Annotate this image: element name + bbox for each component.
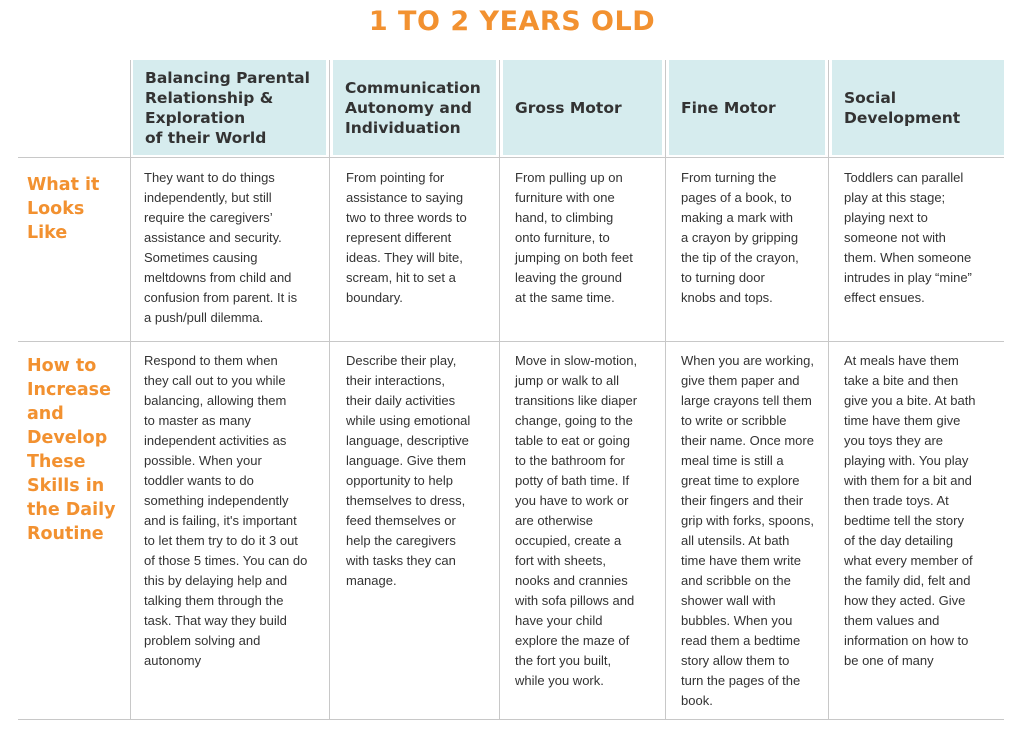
column-divider <box>828 60 829 720</box>
table-cell: They want to do things independently, but still require the caregivers’ assistance and security. Sometimes causing meltdowns from child and confusion from parent. It is a push/pull dilemma. <box>144 170 298 325</box>
column-header-communication: Communication Autonomy and Individuation <box>333 60 496 155</box>
column-header-social-development: Social Development <box>832 60 1004 155</box>
column-divider <box>329 60 330 720</box>
column-divider <box>130 60 131 720</box>
column-header-gross-motor: Gross Motor <box>503 60 662 155</box>
table-cell: At meals have them take a bite and then give you a bite. At bath time have them give you toys they are playing with. You play with them for a bit and then trade toys. At bedtime tell the story of the day detailing what every member of the family did, felt and how they acted. Give them values and information on how to be one of many <box>844 353 976 668</box>
table-cell: Toddlers can parallel play at this stage; playing next to someone not with them. When someone intrudes in play “mine” effect ensues. <box>844 170 972 305</box>
column-header-fine-motor: Fine Motor <box>669 60 825 155</box>
table-cell: When you are working, give them paper and large crayons tell them to write or scribble their name. Once more meal time is still a great time to explore their fingers and their grip with forks, spoons, all utensils. At bath time have them write and scribble on the shower wall with bubbles. When you read them a bedtime story allow them to turn the pages of the book. <box>681 353 814 708</box>
row-divider <box>18 341 1004 342</box>
table-cell: Respond to them when they call out to you while balancing, allowing them to master as many independent activities as possible. When your toddler wants to do something independently and is failing, it's important to let them try to do it 3 out of those 5 times. You can do this by delaying help and talking them through the task. That way they build problem solving and autonomy <box>144 353 308 668</box>
table-cell: Describe their play, their interactions, their daily activities while using emotional language, descriptive language. Give them opportunity to help themselves to dress, feed themselves or help the caregivers with tasks they can manage. <box>346 353 471 588</box>
table-cell: From pointing for assistance to saying two to three words to represent different ideas. They will bite, scream, hit to set a boundary. <box>346 170 467 305</box>
column-divider <box>665 60 666 720</box>
table-cell: Move in slow-motion, jump or walk to all transitions like diaper change, going to the table to eat or going to the bathroom for potty of bath time. If you have to work or are otherwise occupied, create a fort with sheets, nooks and crannies with sofa pillows and have your child explore the maze of the fort you built, while you work. <box>515 353 638 688</box>
row-divider <box>18 719 1004 720</box>
page-title: 1 TO 2 YEARS OLD <box>368 6 656 37</box>
row-divider <box>18 157 1004 158</box>
column-divider <box>499 60 500 720</box>
row-label-what-it-looks-like: What it Looks Like <box>27 175 100 243</box>
table-cell: From pulling up on furniture with one hand, to climbing onto furniture, to jumping on both feet leaving the ground at the same time. <box>515 170 633 305</box>
column-header-parental-relationship: Balancing Parental Relationship & Exploration of their World <box>133 60 326 155</box>
table-cell: From turning the pages of a book, to making a mark with a crayon by gripping the tip of the crayon, to turning door knobs and tops. <box>681 170 799 305</box>
row-label-how-to-increase: How to Increase and Develop These Skills in the Daily Routine <box>27 356 116 544</box>
